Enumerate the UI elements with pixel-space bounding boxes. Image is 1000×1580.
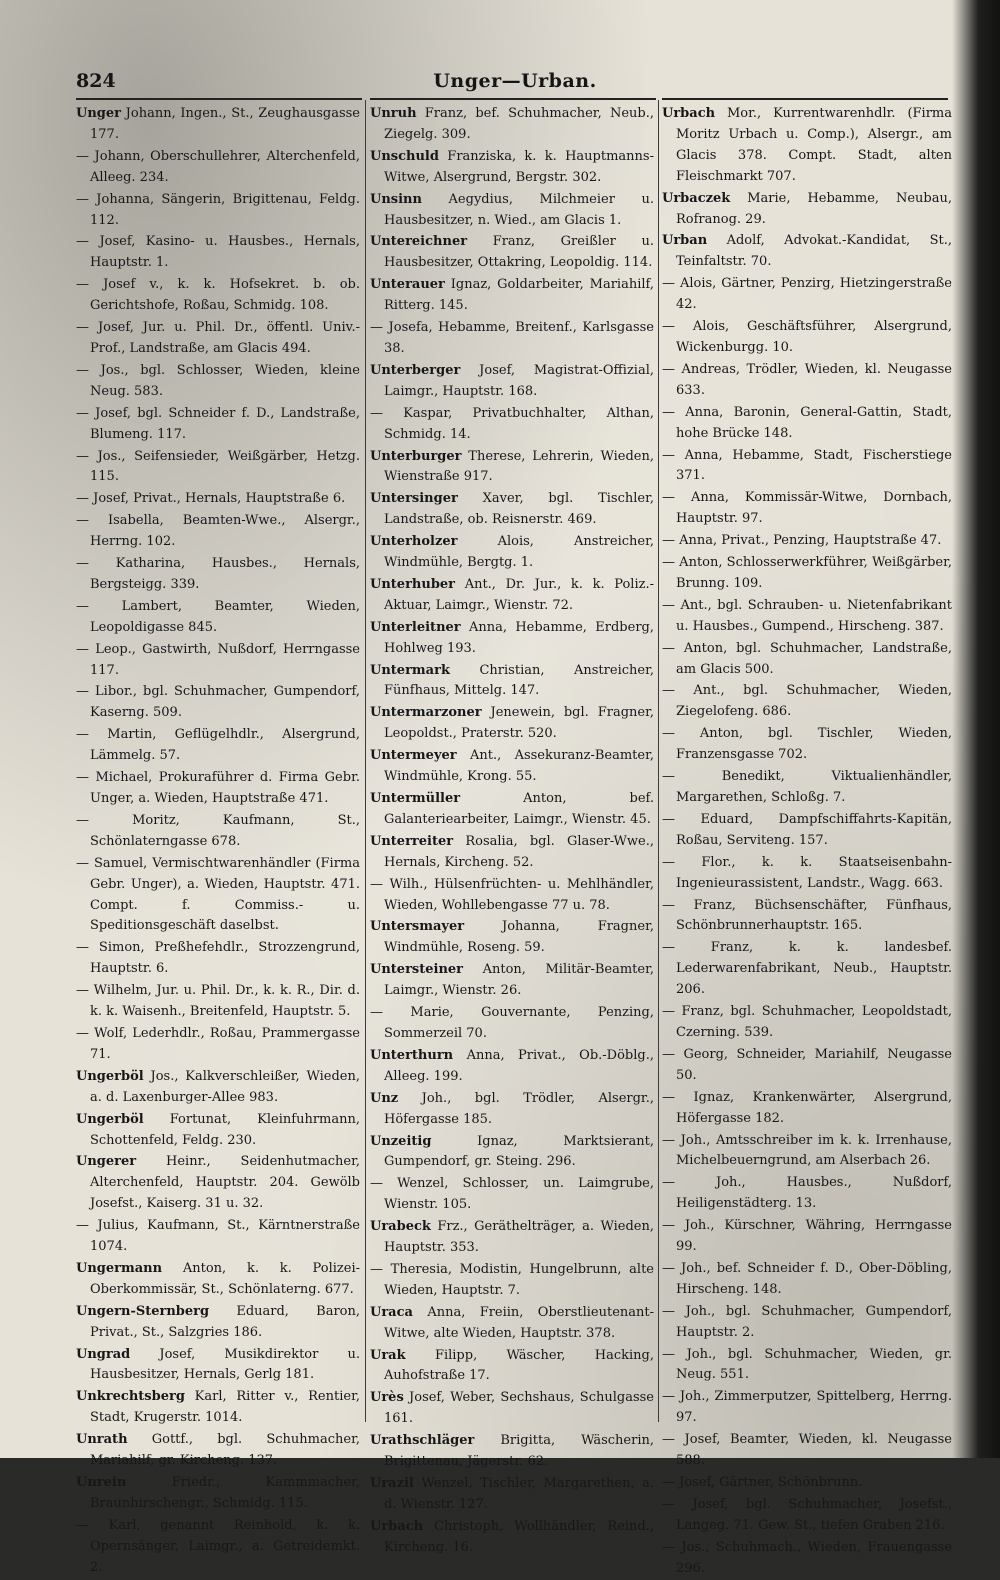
directory-entry: [76, 938, 360, 980]
entry-surname: Unterreiter: [370, 833, 454, 849]
directory-entry: [370, 275, 654, 317]
directory-entry: [76, 1152, 360, 1215]
entry-text: Johanna, Fragner, Windmühle, Roseng. 59.: [384, 919, 654, 956]
entry-text: — Anna, Privat., Penzing, Hauptstraße 47.: [662, 533, 942, 549]
entry-text: Franz, Greißler u. Hausbesitzer, Ottakring, Leopoldig. 114.: [384, 234, 654, 271]
directory-entry: [76, 1302, 360, 1344]
entry-surname: Untersinger: [370, 491, 458, 507]
entry-surname: Ungern-Sternberg: [76, 1303, 210, 1319]
directory-entry: [76, 147, 360, 189]
directory-entry: [662, 1538, 952, 1580]
entry-text: Christian, Anstreicher, Fünfhaus, Mittelg. 147.: [384, 662, 654, 699]
directory-entry: [370, 1217, 654, 1259]
entry-surname: Urès: [370, 1390, 404, 1406]
entry-text: — Johanna, Sängerin, Brigittenau, Feldg. 112.: [76, 191, 360, 228]
entry-text: Rosalia, bgl. Glaser-Wwe., Hernals, Kircheng. 52.: [384, 833, 654, 870]
entry-text: — Joh., Amtsschreiber im k. k. Irrenhause, Michelbeuerngrund, am Alserbach 26.: [662, 1132, 952, 1169]
column-divider: [365, 100, 366, 1422]
entry-text: Heinr., Seidenhutmacher, Alterchenfeld, Hauptstr. 204. Gewölb Josefst., Kaiserg. 31 u. 32.: [90, 1154, 360, 1212]
entry-text: — Andreas, Trödler, Wieden, kl. Neugasse 633.: [662, 361, 952, 398]
directory-entry: [76, 640, 360, 682]
directory-entry: [662, 896, 952, 938]
directory-entry: [76, 511, 360, 553]
directory-entry: [76, 1024, 360, 1066]
directory-entry: [370, 447, 654, 489]
directory-entry: [370, 1474, 654, 1516]
directory-entry: [662, 1088, 952, 1130]
entry-text: Anna, Freiin, Oberstlieutenant-Witwe, alte Wieden, Hauptstr. 378.: [384, 1304, 654, 1341]
entry-text: Marie, Hebamme, Neubau, Rofranog. 29.: [676, 190, 952, 227]
entry-surname: Urabeck: [370, 1219, 431, 1235]
entry-surname: Urathschläger: [370, 1433, 475, 1449]
entry-surname: Unz: [370, 1090, 399, 1106]
entry-surname: Untersmayer: [370, 919, 465, 935]
entry-text: — Josef v., k. k. Hofsekret. b. ob. Gerichtshofe, Roßau, Schmidg. 108.: [76, 277, 360, 314]
directory-entry: [370, 917, 654, 959]
directory-entry: [370, 1431, 654, 1473]
directory-entry: [370, 318, 654, 360]
entry-text: — Joh., bgl. Schuhmacher, Gumpendorf, Hauptstr. 2.: [662, 1303, 952, 1340]
directory-entry: [662, 189, 952, 231]
entry-text: Adolf, Advokat.-Kandidat, St., Teinfaltstr. 70.: [676, 233, 952, 270]
entry-surname: Unruh: [370, 106, 417, 121]
directory-entry: [76, 1216, 360, 1258]
entry-text: — Isabella, Beamten-Wwe., Alsergr., Herrng. 102.: [76, 513, 360, 550]
entry-text: — Josef, Beamter, Wieden, kl. Neugasse 588.: [662, 1432, 952, 1469]
column-divider: [658, 100, 659, 1422]
entry-text: Filipp, Wäscher, Hacking, Auhofstraße 17.: [384, 1347, 654, 1384]
entry-text: Fortunat, Kleinfuhrmann, Schottenfeld, Feldg. 230.: [90, 1111, 360, 1148]
entry-text: Ignaz, Goldarbeiter, Mariahilf, Ritterg. 145.: [384, 277, 654, 314]
directory-entry: [370, 104, 654, 146]
entry-text: — Joh., Hausbes., Nußdorf, Heiligenstädterg. 13.: [662, 1175, 952, 1212]
directory-entry: [370, 361, 654, 403]
entry-surname: Unrath: [76, 1432, 128, 1448]
entry-text: Xaver, bgl. Tischler, Landstraße, ob. Reisnerstr. 469.: [384, 491, 654, 528]
entry-text: — Martin, Geflügelhdlr., Alsergrund, Lämmelg. 57.: [76, 727, 360, 764]
entry-surname: Ungerböl: [76, 1068, 144, 1084]
entry-text: — Josef, Jur. u. Phil. Dr., öffentl. Univ.-Prof., Landstraße, am Glacis 494.: [76, 320, 360, 356]
entry-surname: Uraca: [370, 1304, 413, 1320]
directory-entry: [370, 832, 654, 874]
directory-entry: [370, 661, 654, 703]
entry-text: — Anton, bgl. Schuhmacher, Landstraße, am Glacis 500.: [662, 640, 952, 677]
directory-entry: [370, 1517, 654, 1559]
directory-entry: [662, 1173, 952, 1215]
entry-text: — Anna, Baronin, General-Gattin, Stadt, hohe Brücke 148.: [662, 404, 952, 441]
directory-entry: [370, 703, 654, 745]
header-rule: [76, 98, 362, 100]
entry-text: Ant., Dr. Jur., k. k. Poliz.-Aktuar, Laimgr., Wienstr. 72.: [384, 576, 654, 613]
directory-entry: [662, 1131, 952, 1173]
entry-text: — Katharina, Hausbes., Hernals, Bergsteigg. 339.: [76, 556, 360, 592]
page-edge-shadow: [952, 0, 1000, 1458]
directory-entry: [76, 190, 360, 232]
entry-surname: Untereichner: [370, 234, 468, 250]
directory-entry: [76, 811, 360, 853]
directory-entry: [370, 1174, 654, 1216]
entry-text: — Jos., Schuhmach., Wieden, Frauengasse 296.: [662, 1539, 952, 1576]
directory-entry: [76, 1387, 360, 1429]
directory-entry: [662, 938, 952, 1001]
entry-text: Johann, Ingen., St., Zeughausgasse 177.: [90, 106, 360, 142]
entry-text: — Ant., bgl. Schuhmacher, Wieden, Ziegelofeng. 686.: [662, 683, 952, 720]
entry-text: — Anna, Hebamme, Stadt, Fischerstiege 371.: [662, 447, 952, 484]
directory-entry: [370, 1388, 654, 1430]
entry-surname: Urbach: [370, 1518, 424, 1534]
page-header: [76, 70, 954, 100]
entry-text: — Samuel, Vermischtwarenhändler (Firma Gebr. Unger), a. Wieden, Hauptstr. 471. Compt. f. Commiss.- u. Speditionsgeschäft daselbst.: [76, 855, 360, 934]
directory-entry: [662, 639, 952, 681]
entry-surname: Ungerböl: [76, 1111, 144, 1127]
entry-text: Josef, Musikdirektor u. Hausbesitzer, Hernals, Gerlg 181.: [90, 1346, 360, 1383]
entry-text: — Leop., Gastwirth, Nußdorf, Herrngasse 117.: [76, 641, 360, 678]
directory-entry: [76, 1110, 360, 1152]
entry-text: — Libor., bgl. Schuhmacher, Gumpendorf, Kaserng. 509.: [76, 684, 360, 721]
directory-entry: [76, 981, 360, 1023]
directory-entry: [662, 767, 952, 809]
directory-entry: [662, 1216, 952, 1258]
entry-surname: Urak: [370, 1347, 406, 1363]
directory-entry: [370, 147, 654, 189]
entry-text: Franz, bef. Schuhmacher, Neub., Ziegelg. 309.: [384, 106, 654, 142]
entry-text: — Joh., bef. Schneider f. D., Ober-Döbling, Hirscheng. 148.: [662, 1260, 952, 1297]
entry-text: — Franz, k. k. landesbef. Lederwarenfabrikant, Neub., Hauptstr. 206.: [662, 940, 952, 998]
entry-text: Gottf., bgl. Schuhmacher, Mariahilf, gr. Kircheng. 137.: [90, 1432, 360, 1469]
directory-entry: [76, 768, 360, 810]
entry-text: — Eduard, Dampfschiffahrts-Kapitän, Roßau, Serviteng. 157.: [662, 811, 952, 848]
directory-entry: [370, 1003, 654, 1045]
directory-entry: [76, 361, 360, 403]
entry-text: Friedr., Kammmacher, Braunhirschengr., Schmidg. 115.: [90, 1475, 360, 1511]
entry-text: — Josef, Gärtner, Schönbrunn.: [662, 1475, 863, 1490]
entry-surname: Ungerer: [76, 1154, 137, 1170]
entry-text: Alois, Anstreicher, Windmühle, Bergtg. 1.: [384, 534, 654, 571]
entry-text: — Franz, Büchsenschäfter, Fünfhaus, Schönbrunnerhauptstr. 165.: [662, 897, 952, 934]
entry-text: — Ignaz, Krankenwärter, Alsergrund, Höfergasse 182.: [662, 1089, 952, 1126]
directory-entry: [662, 681, 952, 723]
directory-entry: [370, 789, 654, 831]
entry-text: — Franz, bgl. Schuhmacher, Leopoldstadt, Czerning. 539.: [662, 1004, 952, 1040]
entry-surname: Untersteiner: [370, 962, 464, 978]
entry-text: — Alois, Gärtner, Penzirg, Hietzingerstraße 42.: [662, 276, 952, 313]
entry-text: — Wilhelm, Jur. u. Phil. Dr., k. k. R., Dir. d. k. k. Waisenh., Breitenfeld, Hauptstr. 5.: [76, 983, 360, 1020]
directory-entry: [662, 1259, 952, 1301]
entry-surname: Urazil: [370, 1476, 414, 1491]
directory-entry: [662, 104, 952, 188]
entry-text: Karl, Ritter v., Rentier, Stadt, Krugerstr. 1014.: [90, 1389, 360, 1426]
directory-entry: [76, 682, 360, 724]
column-1: [76, 104, 360, 1575]
directory-entry: [662, 231, 952, 273]
directory-entry: [662, 488, 952, 530]
entry-text: Jos., Kalkverschleißer, Wieden, a. d. Laxenburger-Allee 983.: [90, 1068, 360, 1105]
entry-text: Frz., Gerätheltr​äger, a. Wieden, Hauptstr. 353.: [384, 1219, 654, 1256]
entry-text: — Julius, Kaufmann, St., Kärntnerstraße 1074.: [76, 1218, 360, 1255]
entry-text: Wenzel, Tischler, Margarethen, a. d. Wienstr. 127.: [384, 1476, 654, 1512]
entry-text: — Wilh., Hülsenfrüchten- u. Mehlhändler, Wieden, Wohllebengasse 77 u. 78.: [370, 876, 654, 913]
entry-text: Ignaz, Marktsierant, Gumpendorf, gr. Steing. 296.: [384, 1133, 654, 1170]
directory-entry: [662, 1430, 952, 1472]
entry-surname: Unterhuber: [370, 576, 456, 592]
entry-text: — Theresia, Modistin, Hungelbrunn, alte Wieden, Hauptstr. 7.: [370, 1261, 654, 1298]
entry-text: Ant., Assekuranz-Beamter, Windmühle, Krong. 55.: [384, 748, 654, 785]
directory-entry: [370, 618, 654, 660]
entry-text: — Simon, Preßhefehdlr., Strozzengrund, Hauptstr. 6.: [76, 940, 360, 977]
entry-text: — Joh., Zimmerputzer, Spittelberg, Herrng. 97.: [662, 1389, 952, 1426]
entry-text: — Michael, Prokuraführer d. Firma Gebr. Unger, a. Wieden, Hauptstraße 471.: [76, 770, 360, 806]
entry-text: — Wolf, Lederhdlr., Roßau, Prammergasse 71.: [76, 1025, 360, 1062]
entry-text: — Flor., k. k. Staatseisenbahn-Ingenieurassistent, Landstr., Wagg. 663.: [662, 854, 952, 891]
directory-entry: [370, 190, 654, 232]
entry-surname: Unterleitner: [370, 619, 461, 635]
entry-text: — Karl, genannt Reinhold, k. k. Opernsänger, Laimgr., a. Getreidemkt. 2.: [76, 1517, 360, 1575]
entry-text: — Lambert, Beamter, Wieden, Leopoldigasse 845.: [76, 598, 360, 635]
directory-entry: [370, 1260, 654, 1302]
entry-text: — Ant., bgl. Schrauben- u. Nietenfabrikant u. Hausbes., Gumpend., Hirscheng. 387.: [662, 597, 952, 634]
entry-text: Brigitta, Wäscherin, Brigittenau, Jägerstr. 62.: [384, 1433, 654, 1470]
entry-text: — Josef, Privat., Hernals, Hauptstraße 6.: [76, 491, 346, 507]
entry-text: — Jos., Seifensieder, Weißgärber, Hetzg. 115.: [76, 448, 360, 485]
directory-entry: [370, 232, 654, 274]
directory-entry: [662, 1387, 952, 1429]
entry-text: Franziska, k. k. Hauptmanns-Witwe, Alsergrund, Bergstr. 302.: [384, 148, 654, 185]
directory-entry: [662, 1495, 952, 1537]
entry-surname: Unkrechtsberg: [76, 1389, 185, 1405]
column-2: [370, 104, 654, 1555]
entry-text: — Benedikt, Viktualienhändler, Margarethen, Schloßg. 7.: [662, 769, 952, 805]
entry-surname: Unrein: [76, 1475, 127, 1490]
directory-entry: [370, 489, 654, 531]
entry-surname: Untermarzoner: [370, 705, 482, 721]
directory-entry: [370, 1089, 654, 1131]
entry-surname: Untermeyer: [370, 748, 457, 764]
entry-surname: Unterburger: [370, 448, 462, 464]
entry-surname: Unger: [76, 106, 121, 121]
directory-entry: [662, 360, 952, 402]
directory-entry: [370, 575, 654, 617]
header-rule: [662, 98, 948, 100]
directory-entry: [370, 532, 654, 574]
directory-entry: [370, 1346, 654, 1388]
directory-entry: [662, 1045, 952, 1087]
entry-text: — Josef, bgl. Schneider f. D., Landstraße, Blumeng. 117.: [76, 405, 360, 442]
entry-surname: Ungermann: [76, 1260, 163, 1276]
page-number: 824: [76, 70, 116, 92]
directory-entry: [370, 746, 654, 788]
entry-text: — Moritz, Kaufmann, St., Schönlaterngasse 678.: [76, 812, 360, 849]
directory-entry: [662, 446, 952, 488]
column-3: [662, 104, 952, 1576]
entry-text: Anna, Hebamme, Erdberg, Hohlweg 193.: [384, 619, 654, 656]
directory-entry: [662, 531, 952, 552]
directory-entry: [370, 1132, 654, 1174]
entry-text: — Joh., Kürschner, Währing, Herrngasse 99.: [662, 1218, 952, 1255]
directory-entry: [662, 403, 952, 445]
entry-text: — Wenzel, Schlosser, un. Laimgrube, Wienstr. 105.: [370, 1176, 654, 1213]
entry-text: Anton, bef. Galanteriearbeiter, Laimgr., Wienstr. 45.: [384, 791, 654, 827]
entry-text: — Jos., bgl. Schlosser, Wieden, kleine Neug. 583.: [76, 362, 360, 399]
entry-text: Anton, k. k. Polizei-Oberkommissär, St., Schönlaterng. 677.: [90, 1260, 360, 1297]
entry-text: — Alois, Geschäftsführer, Alsergrund, Wickenburgg. 10.: [662, 319, 952, 355]
directory-entry: [76, 1473, 360, 1515]
entry-text: Anton, Militär-Beamter, Laimgr., Wienstr. 26.: [384, 962, 654, 999]
directory-entry: [76, 232, 360, 274]
entry-text: — Josef, bgl. Schuhmacher, Josefst., Langeg. 71. Gew. St., tiefen Graben 216.: [662, 1496, 952, 1533]
entry-text: Jenewein, bgl. Fragner, Leopoldst., Praterstr. 520.: [384, 705, 654, 742]
entry-text: Joh., bgl. Trödler, Alsergr., Höfergasse 185.: [384, 1090, 654, 1127]
directory-entry: [370, 875, 654, 917]
entry-text: — Kaspar, Privatbuchhalter, Althan, Schmidg. 14.: [370, 405, 654, 442]
directory-entry: [662, 317, 952, 359]
entry-text: — Josef, Kasino- u. Hausbes., Hernals, Hauptstr. 1.: [76, 234, 360, 271]
directory-entry: [370, 1303, 654, 1345]
entry-text: Josef, Magistrat-Offizial, Laimgr., Hauptstr. 168.: [384, 362, 654, 399]
entry-text: Mor., Kurrentwarenhdlr. (Firma Moritz Urbach u. Comp.), Alsergr., am Glacis 378. Compt. Stadt, alten Fleischmarkt 707.: [676, 106, 952, 184]
directory-entry: [76, 275, 360, 317]
entry-text: — Anna, Kommissär-Witwe, Dornbach, Hauptstr. 97.: [662, 490, 952, 527]
directory-entry: [662, 1345, 952, 1387]
entry-surname: Unsinn: [370, 191, 422, 207]
directory-entry: [76, 318, 360, 360]
directory-entry: [662, 724, 952, 766]
directory-entry: [662, 810, 952, 852]
entry-text: Eduard, Baron, Privat., St., Salzgries 186.: [90, 1303, 360, 1340]
entry-surname: Untermüller: [370, 791, 461, 806]
directory-entry: [76, 1345, 360, 1387]
directory-entry: [662, 1473, 952, 1494]
directory-entry: [662, 1002, 952, 1044]
entry-text: Josef, Weber, Sechshaus, Schulgasse 161.: [384, 1390, 654, 1427]
entry-surname: Urbach: [662, 106, 716, 121]
directory-entry: [76, 404, 360, 446]
entry-text: — Josefa, Hebamme, Breitenf., Karlsgasse 38.: [370, 320, 654, 356]
entry-text: — Georg, Schneider, Mariahilf, Neugasse 50.: [662, 1046, 952, 1083]
directory-entry: [370, 404, 654, 446]
directory-entry: [76, 1430, 360, 1472]
directory-entry: [76, 489, 360, 510]
directory-entry: [662, 596, 952, 638]
directory-entry: [76, 854, 360, 938]
entry-surname: Urban: [662, 233, 708, 249]
directory-entry: [76, 1516, 360, 1579]
entry-text: Aegydius, Milchmeier u. Hausbesitzer, n. Wied., am Glacis 1.: [384, 191, 654, 228]
directory-entry: [76, 447, 360, 489]
entry-surname: Unterholzer: [370, 534, 458, 550]
directory-entry: [370, 1046, 654, 1088]
directory-entry: [76, 1067, 360, 1109]
entry-surname: Urbaczek: [662, 190, 731, 206]
directory-entry: [662, 1302, 952, 1344]
entry-surname: Unterauer: [370, 277, 445, 293]
directory-entry: [76, 104, 360, 146]
entry-text: — Anton, Schlosserwerkführer, Weißgärber, Brunng. 109.: [662, 555, 952, 591]
directory-entry: [662, 553, 952, 595]
entry-text: — Johann, Oberschullehrer, Alterchenfeld, Alleeg. 234.: [76, 148, 360, 185]
entry-surname: Unterthurn: [370, 1047, 454, 1063]
running-head: Unger—Urban.: [433, 70, 597, 92]
directory-entry: [76, 1259, 360, 1301]
entry-text: — Marie, Gouvernante, Penzing, Sommerzeil 70.: [370, 1005, 654, 1041]
directory-entry: [76, 554, 360, 596]
entry-text: Christoph, Wollhändler, Reind., Kircheng. 16.: [384, 1518, 654, 1555]
directory-entry: [662, 274, 952, 316]
directory-entry: [370, 960, 654, 1002]
entry-surname: Untermark: [370, 662, 450, 678]
entry-text: Anna, Privat., Ob.-Döblg., Alleeg. 199.: [384, 1047, 654, 1084]
entry-surname: Unterberger: [370, 362, 461, 378]
directory-entry: [76, 597, 360, 639]
entry-surname: Unzeitig: [370, 1133, 432, 1149]
directory-entry: [662, 853, 952, 895]
header-rule: [370, 98, 656, 100]
entry-text: Therese, Lehrerin, Wieden, Wienstraße 917.: [384, 448, 654, 485]
directory-entry: [76, 725, 360, 767]
entry-surname: Ungrad: [76, 1346, 131, 1362]
entry-surname: Unschuld: [370, 148, 439, 164]
entry-text: — Anton, bgl. Tischler, Wieden, Franzensgasse 702.: [662, 726, 952, 763]
entry-text: — Joh., bgl. Schuhmacher, Wieden, gr. Neug. 551.: [662, 1346, 952, 1383]
